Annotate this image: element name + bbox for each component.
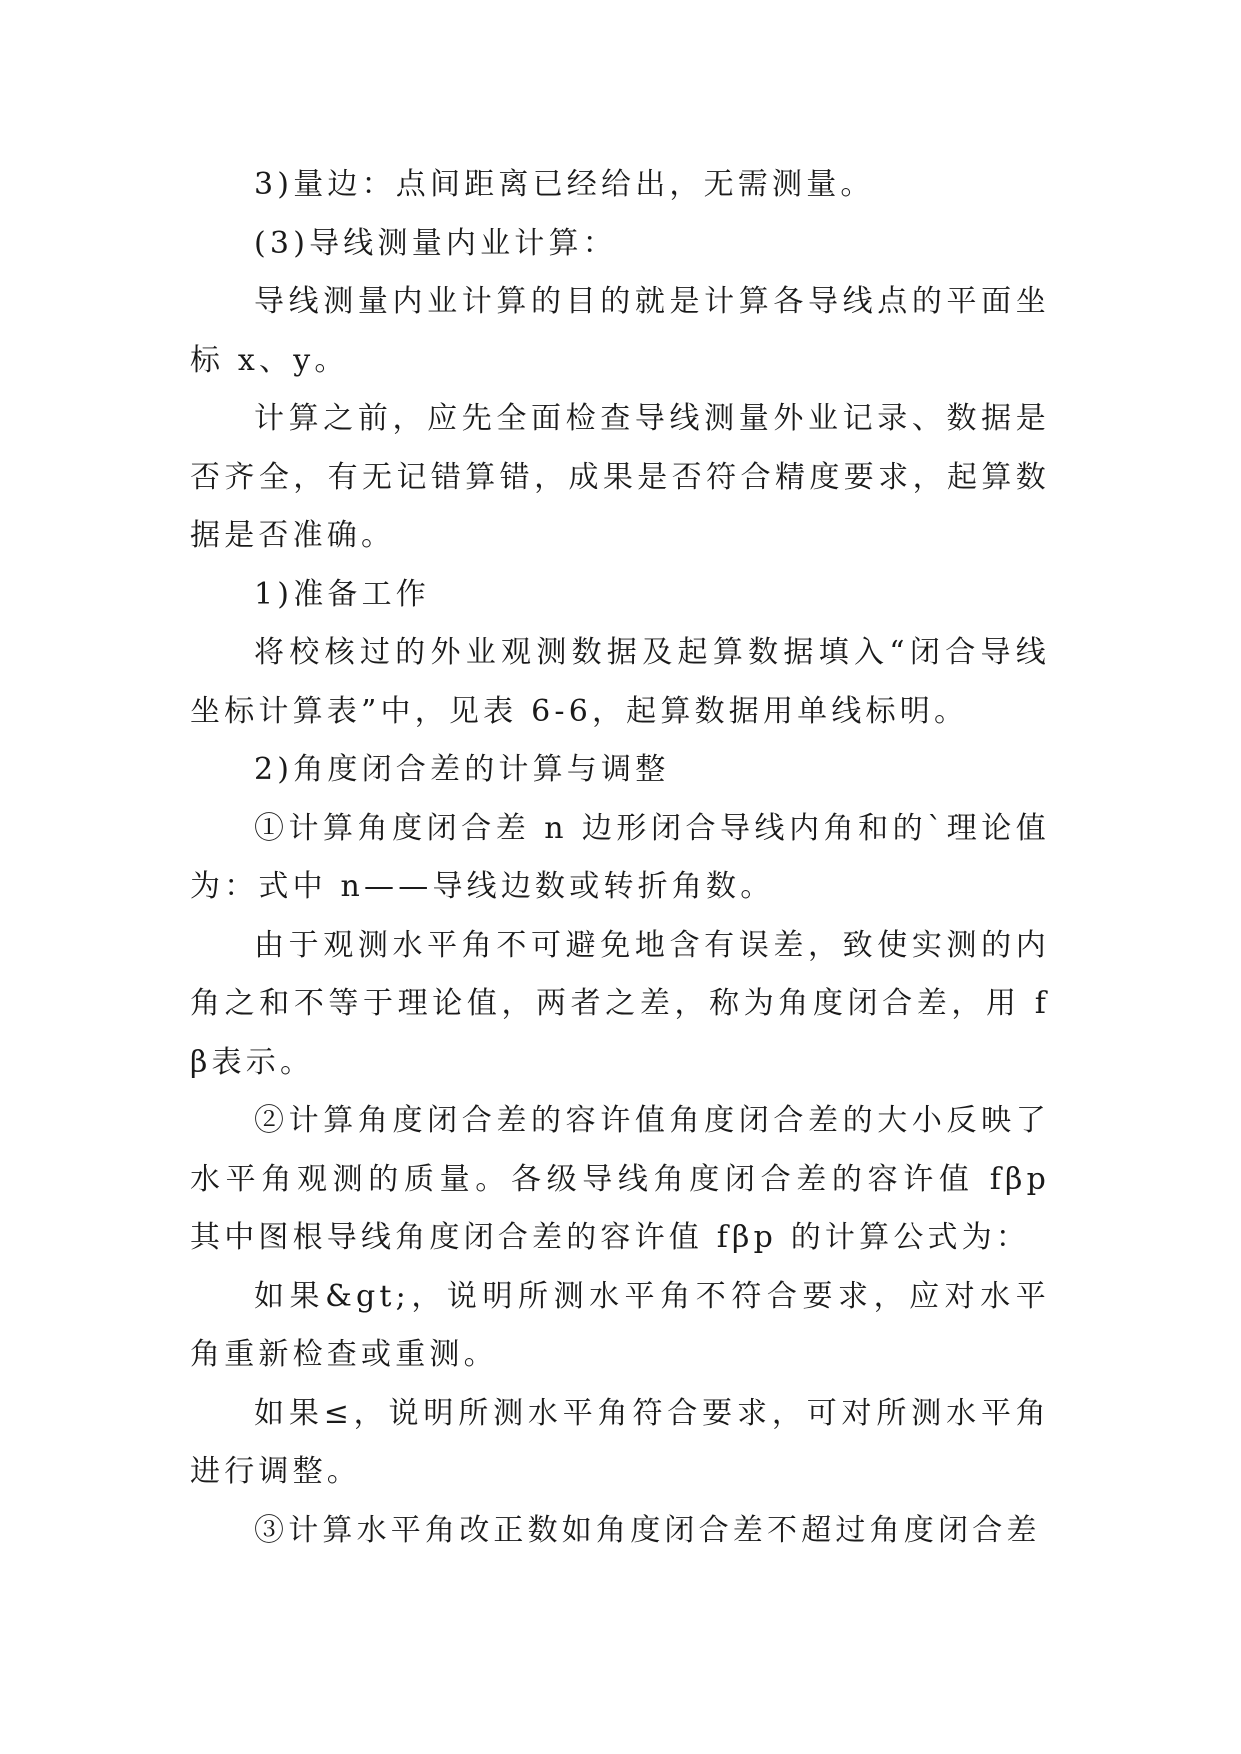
paragraph-fill-table: 将校核过的外业观测数据及起算数据填入“闭合导线坐标计算表”中，见表 6-6，起算数据用单线标明。 — [190, 635, 1050, 729]
paragraph-heading-angle-closure: 2)角度闭合差的计算与调整 — [254, 752, 670, 787]
paragraph-angle-closure-definition: 由于观测水平角不可避免地含有误差，致使实测的内角之和不等于理论值，两者之差，称为角度闭合差，用 fβ表示。 — [190, 927, 1050, 1080]
paragraph-heading-preparation: 1)准备工作 — [254, 576, 430, 612]
document-body — [190, 156, 1050, 1560]
paragraph-angle-closure-calc: ①计算角度闭合差 n 边形闭合导线内角和的`理论值为：式中 n——导线边数或转折角数。 — [190, 810, 1050, 904]
paragraph-if-exceeds: 如果&gt;，说明所测水平角不符合要求，应对水平角重新检查或重测。 — [190, 1278, 1050, 1372]
paragraph-if-within: 如果≤，说明所测水平角符合要求，可对所测水平角进行调整。 — [190, 1395, 1050, 1489]
paragraph-pre-check: 计算之前，应先全面检查导线测量外业记录、数据是否齐全，有无记错算错，成果是否符合精度要求，起算数据是否准确。 — [190, 401, 1050, 553]
paragraph-calc-purpose: 导线测量内业计算的目的就是计算各导线点的平面坐标 x、y。 — [190, 284, 1050, 378]
paragraph-allowable-value: ②计算角度闭合差的容许值角度闭合差的大小反映了水平角观测的质量。各级导线角度闭合差的容许值 fβp 其中图根导线角度闭合差的容许值 fβp 的计算公式为： — [190, 1103, 1050, 1255]
paragraph-measure-sides: 3)量边：点间距离已经给出，无需测量。 — [254, 167, 875, 202]
paragraph-heading-internal-calc: (3)导线测量内业计算： — [254, 225, 617, 261]
paragraph-correction: ③计算水平角改正数如角度闭合差不超过角度闭合差 — [254, 1512, 1041, 1548]
